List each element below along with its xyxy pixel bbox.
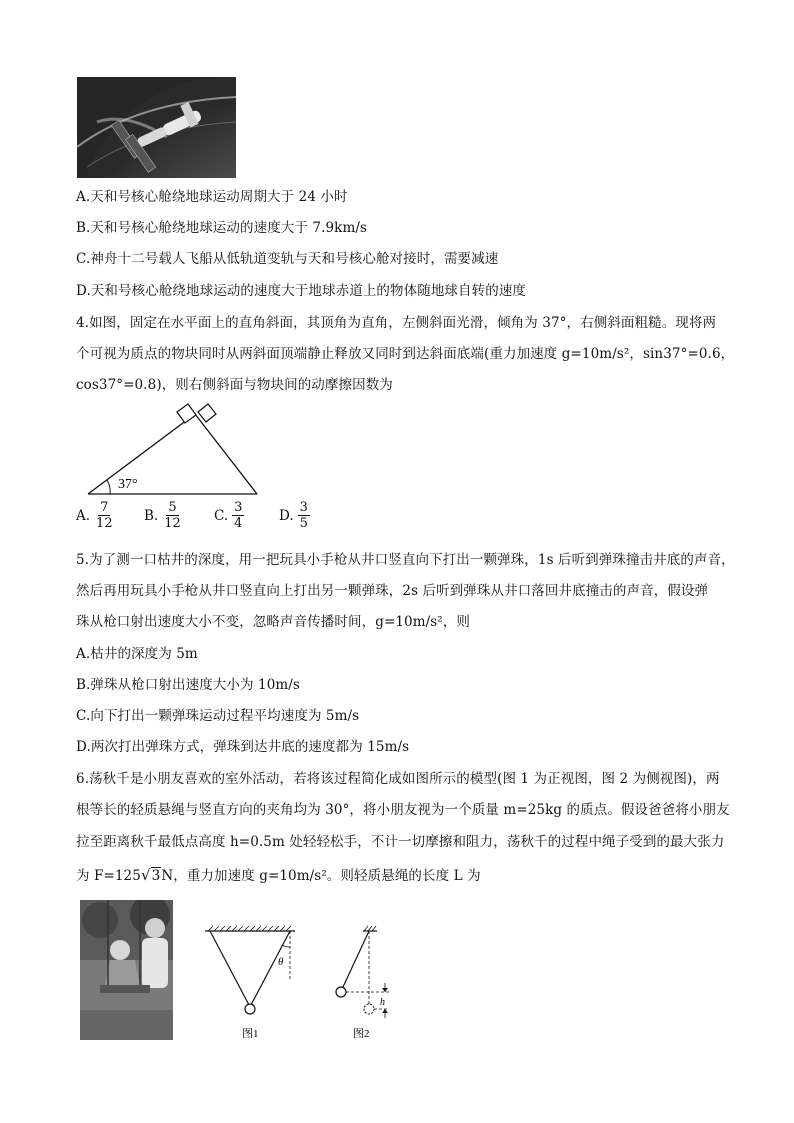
q4-stem-line-1: 4.如图，固定在水平面上的直角斜面，其顶角为直角，左侧斜面光滑，倾角为 37°，右侧斜面粗糙。现将两 <box>76 315 717 331</box>
q5-stem-line-2: 然后再用玩具小手枪从井口竖直向上打出另一颗弹珠，2s 后听到弹珠从井口落回井底撞击的声音，假设弹 <box>76 583 709 599</box>
figure-2-caption: 图2 <box>353 1028 370 1040</box>
q4-option-b: B. $\frac{5}{12}$ <box>144 500 181 531</box>
q5-option-a: A.枯井的深度为 5m <box>76 646 198 662</box>
swing-photo <box>80 900 173 1040</box>
figure-1-caption: 图1 <box>242 1028 259 1040</box>
q4-option-d: D. $\frac{3}{5}$ <box>279 500 308 531</box>
q3-option-a: A.天和号核心舱绕地球运动周期大于 24 小时 <box>76 189 348 205</box>
sqrt-3: √3 <box>140 866 161 884</box>
q6-stem-line-3: 拉至距离秋千最低点高度 h=0.5m 处轻轻松手，不计一切摩擦和阻力，荡秋千的过程中绳子受到的最大张力 <box>76 834 725 850</box>
q4-option-c: C. $\frac{3}{4}$ <box>214 500 243 531</box>
q5-option-b: B.弹珠从枪口射出速度大小为 10m/s <box>76 677 300 693</box>
q5-option-c: C.向下打出一颗弹珠运动过程平均速度为 5m/s <box>76 708 360 724</box>
q3-option-c: C.神舟十二号载人飞船从低轨道变轨与天和号核心舱对接时，需要减速 <box>76 251 499 267</box>
angle-label: 37° <box>118 477 138 492</box>
figure-1-front-view <box>200 925 300 1040</box>
figure-2-side-view <box>325 925 400 1040</box>
q3-option-d: D.天和号核心舱绕地球运动的速度大于地球赤道上的物体随地球自转的速度 <box>76 283 527 299</box>
q4-option-a: A. $\frac{7}{12}$ <box>76 500 113 531</box>
q6-stem-line-4: 为 F=125√3N，重力加速度 g=10m/s²。则轻质悬绳的长度 L 为 <box>76 866 481 884</box>
q6-stem-line-2: 根等长的轻质悬绳与竖直方向的夹角均为 30°，将小朋友视为一个质量 m=25kg 的质点。假设爸爸将小朋友 <box>76 802 730 818</box>
h-label: h <box>380 997 385 1008</box>
q5-stem-line-1: 5.为了测一口枯井的深度，用一把玩具小手枪从井口竖直向下打出一颗弹珠，1s 后听到弹珠撞击井底的声音， <box>76 552 735 568</box>
q5-option-d: D.两次打出弹珠方式，弹珠到达井底的速度都为 15m/s <box>76 739 410 755</box>
theta-label: θ <box>278 956 284 968</box>
q5-stem-line-3: 珠从枪口射出速度大小不变，忽略声音传播时间，g=10m/s²，则 <box>76 614 471 630</box>
q4-stem-line-3: cos37°=0.8)，则右侧斜面与物块间的动摩擦因数为 <box>76 377 393 393</box>
incline-diagram <box>80 400 270 500</box>
q3-option-b: B.天和号核心舱绕地球运动的速度大于 7.9km/s <box>76 220 368 236</box>
q4-stem-line-2: 个可视为质点的物块同时从两斜面顶端静止释放又同时到达斜面底端(重力加速度 g=10m/s²，sin37°=0.6， <box>76 346 735 362</box>
space-station-photo <box>77 77 236 178</box>
q6-stem-line-1: 6.荡秋千是小朋友喜欢的室外活动，若将该过程简化成如图所示的模型(图 1 为正视图，图 2 为侧视图)，两 <box>76 771 720 787</box>
